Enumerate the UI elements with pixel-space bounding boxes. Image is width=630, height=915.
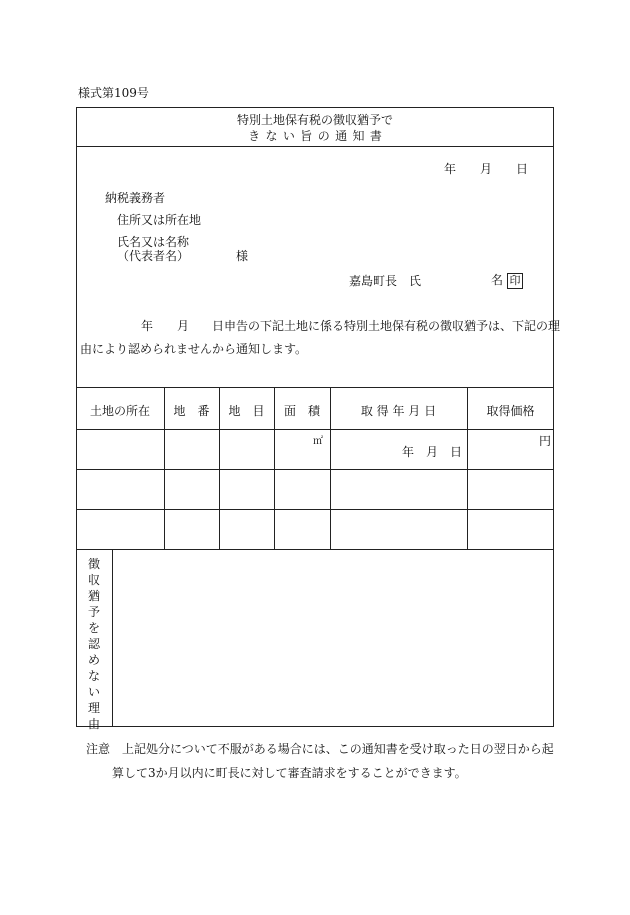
reason-label [76, 556, 112, 732]
date-day-label: 日 [516, 162, 529, 176]
note-line2: 算して3か月以内に町長に対して審査請求をすることができます。 [112, 766, 467, 780]
table-row-rule [76, 469, 554, 470]
reason-label-char: 認 [87, 637, 100, 651]
column-header-area: 面 積 [283, 404, 320, 418]
table-bottom-rule [76, 549, 554, 550]
form-title-line1: 特別土地保有税の徴収猶予で [236, 113, 393, 127]
acquisition-year-label: 年 [402, 445, 415, 459]
body-year-label: 年 [141, 319, 154, 333]
date-year-label: 年 [444, 162, 457, 176]
body-text-line1: 日申告の下記土地に係る特別土地保有税の徴収猶予は、下記の理 [212, 319, 561, 333]
form-title-line2: きない旨の通知書 [248, 129, 388, 143]
reason-label-char: を [87, 621, 100, 635]
acquisition-month-label: 月 [426, 445, 439, 459]
date-month-label: 月 [480, 162, 493, 176]
reason-label-char: な [87, 669, 100, 683]
reason-label-char: 由 [87, 717, 100, 731]
table-top-rule [76, 387, 554, 388]
table-row-rule [76, 509, 554, 510]
reason-label-char: め [87, 653, 100, 667]
representative-label: （代表者名） [117, 249, 190, 263]
area-unit: ㎡ [313, 436, 323, 447]
title-divider [76, 146, 554, 147]
column-header-location: 土地の所在 [89, 404, 150, 418]
note-line1: 注意 上記処分について不服がある場合には、この通知書を受け取った日の翌日から起 [86, 742, 554, 756]
table-header-rule [76, 429, 554, 430]
address-label: 住所又は所在地 [117, 213, 202, 227]
reason-label-char: 予 [87, 605, 100, 619]
column-header-acquisition-price: 取得価格 [486, 404, 535, 418]
name-label: 氏名又は名称 [117, 235, 190, 249]
reason-label-char: 徴 [87, 557, 100, 571]
issuer-name-row [491, 271, 523, 289]
obligor-label: 納税義務者 [105, 191, 166, 205]
reason-label-char: い [87, 685, 100, 699]
reason-label-char: 理 [87, 701, 100, 715]
honorific: 様 [236, 249, 249, 263]
reason-divider [112, 549, 113, 727]
reason-label-char: 猶 [87, 589, 100, 603]
reason-label-char: 収 [87, 573, 100, 587]
price-unit: 円 [539, 434, 552, 448]
issuer-name-char: 名 [491, 273, 504, 287]
column-header-lot-number: 地 番 [173, 404, 210, 418]
body-text-line2: 由により認められませんから通知します。 [80, 342, 308, 356]
issuer-title: 嘉島町長 氏 [349, 274, 422, 288]
column-header-land-category: 地 目 [228, 404, 265, 418]
form-number: 様式第109号 [78, 86, 149, 100]
seal-mark: 印 [507, 273, 523, 289]
body-month-label: 月 [177, 319, 190, 333]
column-header-acquisition-date: 取 得 年 月 日 [360, 404, 437, 418]
acquisition-day-label: 日 [450, 445, 463, 459]
